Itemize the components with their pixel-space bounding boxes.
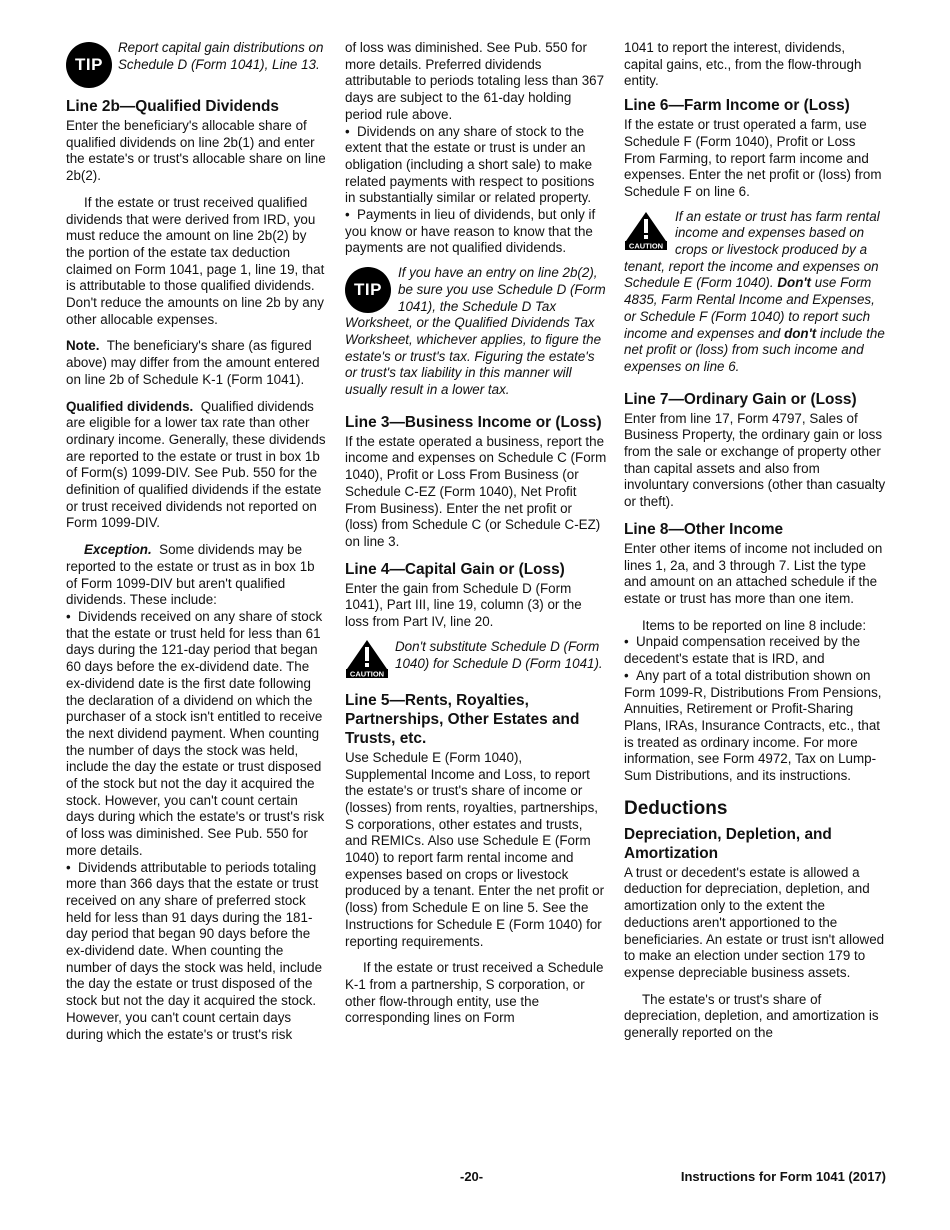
paragraph: Items to be reported on line 8 include:: [642, 617, 867, 633]
bullet-item: • Payments in lieu of dividends, but only if you know or have reason to know that the payments are not qualified dividends.: [345, 207, 607, 257]
heading-line-6: Line 6—Farm Income or (Loss): [624, 97, 850, 115]
heading-depreciation: Depreciation, Depletion, and Amortization: [624, 825, 832, 862]
heading-line-3: Line 3—Business Income or (Loss): [345, 413, 602, 431]
bullet-item: • Dividends attributable to periods totaling more than 366 days that the estate or trust received on any share of preferred stock held for less than 91 days during the 181-day period that began 90 days before the ex-dividend date. When counting the number of days the stock was held, include the day the estate or trust disposed of the stock but not the day it acquired the stock. However, you can't count certain days during which the estate's or trust's risk: [66, 860, 328, 1044]
caution-icon: [624, 211, 668, 251]
caution-icon: [345, 639, 389, 679]
paragraph: A trust or decedent's estate is allowed a deduction for depreciation, depletion, and amortization only to the extent the deductions aren't apportioned to the beneficiaries. An estate or trust isn't allowed to make an election under section 179 to expense depreciable business assets.: [624, 864, 885, 980]
bullet-item: • Any part of a total distribution shown on Form 1099-R, Distributions From Pensions, Annuities, Retirement or Profit-Sharing Plans, IRAs, Insurance Contracts, etc., that is treated as ordinary income. For more information, see Form 4972, Tax on Lump-Sum Distributions, and its instructions.: [624, 668, 886, 785]
column-1: [66, 40, 328, 1043]
caution-box: [624, 209, 886, 376]
tip-box: [66, 40, 328, 88]
column-3: [624, 40, 886, 1042]
paragraph: Enter from line 17, Form 4797, Sales of Business Property, the ordinary gain or loss from the sale or exchange of property other than capital assets and also from involuntary conversions (other than casualty or theft).: [624, 410, 886, 510]
heading-line-2b: Line 2b—Qualified Dividends: [66, 98, 279, 115]
bullet-item: • Dividends received on any share of stock that the estate or trust held for less than 61 days during the 121-day period that began 60 days before the ex-dividend date. The ex-dividend date is the first date following the declaration of a dividend on which the purchaser of a stock isn't entitled to receive the next dividend payment. When counting the number of days the stock was held, include the day the estate or trust disposed of the stock but not the day it acquired the stock. However, you can't count certain days during which the estate's or trust's risk of loss was diminished. See Pub. 550 for more details.: [66, 609, 328, 860]
paragraph: 1041 to report the interest, dividends, capital gains, etc., from the flow-through entity.: [624, 40, 862, 89]
exception-paragraph: [66, 542, 328, 609]
heading-deductions: Deductions: [624, 797, 728, 819]
qualified-dividends-text: Qualified dividends are eligible for a lower tax rate than other ordinary income. Generally, these dividends are reported to the estate or trust in box 1b of Form(s) 1099-DIV. See Pub. 550 for the definition of qualified dividends if the estate or trust received dividends not reported on Form 1099-DIV.: [66, 398, 326, 531]
paragraph: Enter the beneficiary's allocable share of qualified dividends on line 2b(1) and enter the estate's or trust's allocable share on line 2b(2).: [66, 118, 326, 184]
page-number: -20-: [460, 1169, 484, 1184]
note-text: The beneficiary's share (as figured above) may differ from the amount entered on line 2b of Schedule K-1 (Form 1041).: [66, 338, 320, 387]
note-paragraph: [66, 338, 328, 388]
paragraph: of loss was diminished. See Pub. 550 for more details. Preferred dividends attributable to periods totaling less than 367 days are subject to the 61-day holding period rule above.: [345, 40, 605, 122]
heading-line-5: Line 5—Rents, Royalties, Partnerships, Other Estates and Trusts, etc.: [345, 691, 580, 747]
tip-icon: TIP: [345, 267, 391, 313]
exception-label: Exception.: [84, 542, 152, 558]
heading-line-8: Line 8—Other Income: [624, 520, 784, 538]
paragraph: If the estate or trust operated a farm, use Schedule F (Form 1040), Profit or Loss From Farming, to report farm income and expenses. Enter the net profit or (loss) from Schedule F on line 6.: [624, 117, 882, 199]
footer-title: Instructions for Form 1041 (2017): [680, 1169, 886, 1184]
bullet-item: • Unpaid compensation received by the decedent's estate that is IRD, and: [624, 634, 886, 667]
paragraph: If the estate operated a business, report the income and expenses on Schedule C (Form 1040), Profit or Loss From Business (or Schedule C-EZ (Form 1040), Net Profit From Business). Enter the net profit or (loss) from Schedule C (or Schedule C-EZ) on line 3.: [345, 433, 607, 549]
paragraph: Enter other items of income not included on lines 1, 2a, and 3 through 7. List the type and amount on an attached schedule if the estate or trust has more than one item.: [624, 540, 883, 606]
exception-text: Some dividends may be reported to the estate or trust as in box 1b of Form 1099-DIV but aren't qualified dividends. These include:: [66, 542, 315, 608]
paragraph: If the estate or trust received a Schedule K-1 from a partnership, S corporation, or other flow-through entity, use the corresponding lines on Form: [345, 960, 604, 1026]
caution-label: CAUTION: [628, 241, 664, 251]
tip-text: If you have an entry on line 2b(2), be sure you use Schedule D (Form 1041), the Schedule D Tax Worksheet, or the Qualified Dividends Tax Worksheet, whichever applies, to figure the estate's or trust's tax. Figuring the estate's or trust's tax liability in this manner will usually result in a lower tax.: [345, 265, 606, 398]
qualified-dividends-paragraph: [66, 399, 328, 533]
caution-text: If an estate or trust has farm rental income and expenses based on crops or livestock produced by a tenant, report the income and expenses on Schedule E (Form 1040). Don't use Form 4835, Farm Rental Income and Expenses, or Schedule F (Form 1040) to report such income and expenses and don't include the net profit or (loss) from such income and expenses on line 6.: [624, 208, 885, 374]
column-2: [345, 40, 607, 1027]
note-label: Note.: [66, 338, 100, 354]
caution-box: [345, 639, 607, 679]
tip-box: [345, 265, 607, 399]
tip-icon: TIP: [66, 42, 112, 88]
caution-label: CAUTION: [349, 669, 385, 679]
bullet-item: • Dividends on any share of stock to the extent that the estate or trust is under an obligation (including a short sale) to make related payments with respect to positions in substantially similar or related property.: [345, 124, 607, 208]
tip-text: Report capital gain distributions on Schedule D (Form 1041), Line 13.: [118, 40, 324, 72]
paragraph: Use Schedule E (Form 1040), Supplemental Income and Loss, to report the estate's or trust's share of income or (losses) from rents, royalties, partnerships, S corporations, other estates and trusts, and REMICs. Also use Schedule E (Form 1040) to report farm rental income and expenses based on crops or livestock produced by a tenant. Enter the net profit or (loss) from Schedule E on line 5. See the Instructions for Schedule E (Form 1040) for reporting requirements.: [345, 749, 605, 949]
heading-line-4: Line 4—Capital Gain or (Loss): [345, 560, 565, 578]
qualified-dividends-label: Qualified dividends.: [66, 398, 194, 414]
paragraph: The estate's or trust's share of depreciation, depletion, and amortization is generally reported on the: [624, 991, 879, 1041]
paragraph: If the estate or trust received qualified dividends that were derived from IRD, you must reduce the amount on line 2b(2) by the portion of the estate tax deduction claimed on Form 1041, page 1, line 19, that is attributable to those qualified dividends. Don't reduce the amounts on line 2b by any other allocable expenses.: [66, 194, 325, 327]
heading-line-7: Line 7—Ordinary Gain or (Loss): [624, 390, 857, 408]
caution-text: Don't substitute Schedule D (Form 1040) for Schedule D (Form 1041).: [395, 638, 603, 671]
paragraph: Enter the gain from Schedule D (Form 1041), Part III, line 19, column (3) or the loss from Part IV, line 20.: [345, 580, 582, 630]
